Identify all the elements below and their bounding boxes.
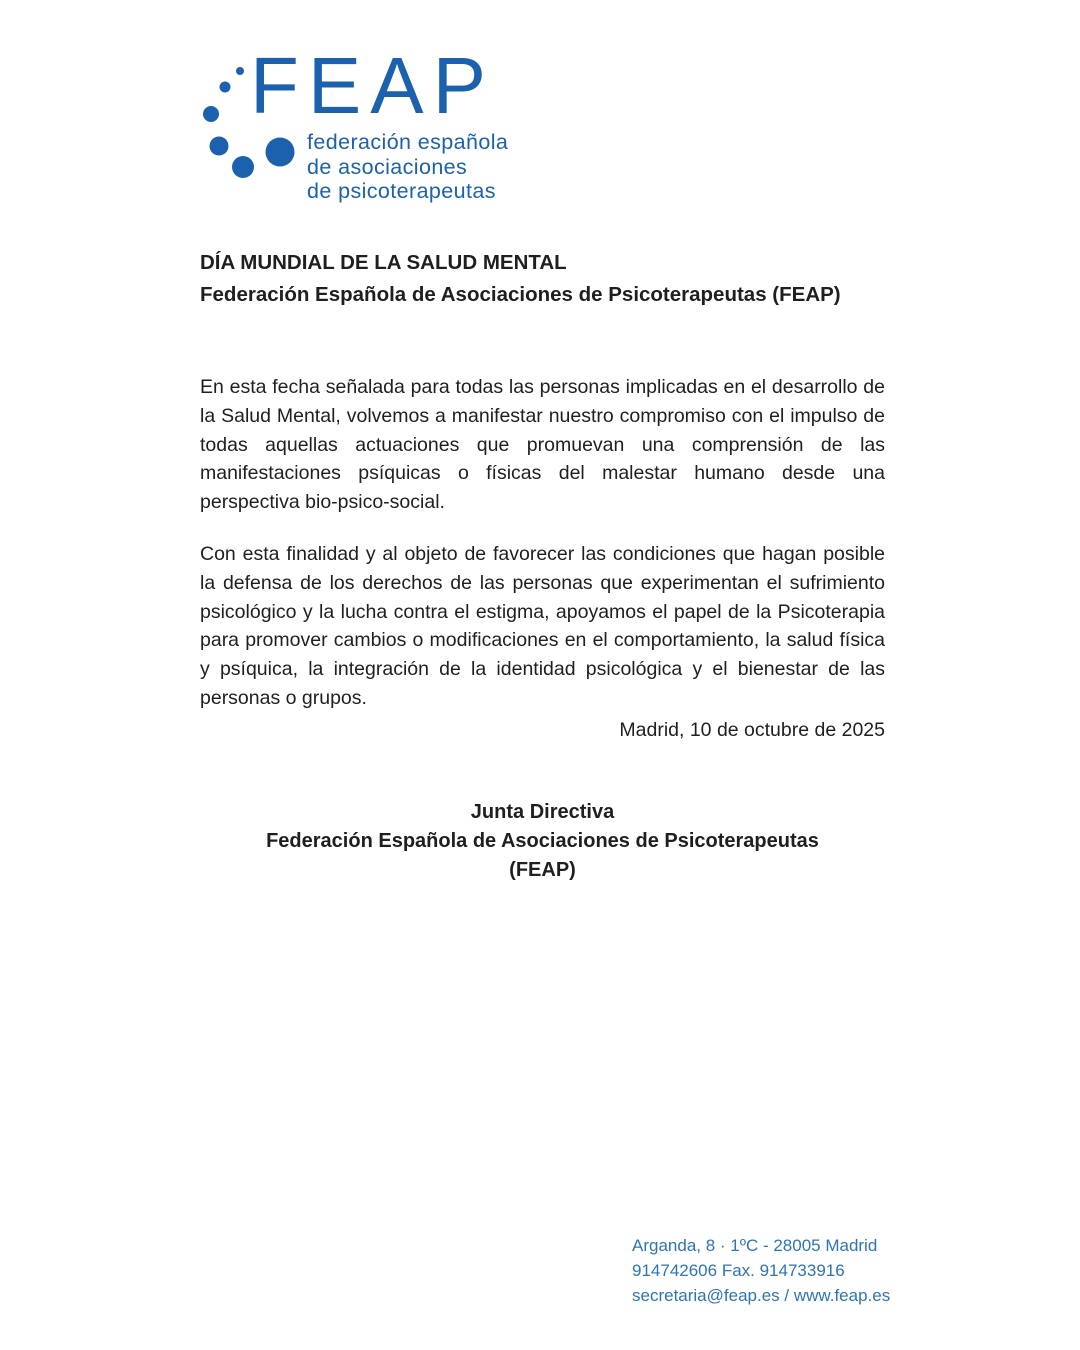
footer-phone-fax: 914742606 Fax. 914733916 bbox=[632, 1261, 845, 1280]
logo-tagline bbox=[307, 130, 508, 204]
footer-link-separator: / bbox=[779, 1286, 794, 1305]
letter-title: DÍA MUNDIAL DE LA SALUD MENTAL bbox=[200, 251, 567, 274]
signature-line-1: Junta Directiva bbox=[470, 800, 615, 823]
paragraph-2: Con esta finalidad y al objeto de favorecer las condiciones que hagan posible la defensa de los derechos de las personas que experimentan el sufrimiento psicológico y la lucha contra el estigma, apoyamos el papel de la Psicoterapia para promover cambios o modificaciones en el comportamiento, la salud física y psíquica, la integración de la identidad psicológica y el bienestar de las personas o grupos. bbox=[200, 542, 885, 709]
paragraph-1: En esta fecha señalada para todas las personas implicadas en el desarrollo de la Salud Mental, volvemos a manifestar nuestro compromiso con el impulso de todas aquellas actuaciones que promuevan una comprensión de las manifestaciones psíquicas o físicas del malestar humano desde una perspectiva bio-psico-social. bbox=[200, 376, 885, 514]
footer-email-link[interactable]: secretaria@feap.es bbox=[632, 1286, 780, 1305]
feap-logo bbox=[200, 41, 530, 205]
letter-heading bbox=[200, 247, 885, 311]
logo-wordmark: FEAP bbox=[250, 41, 495, 130]
footer-contact-block bbox=[632, 1233, 890, 1308]
signature-line-3: (FEAP) bbox=[509, 858, 576, 881]
signature-line-2: Federación Española de Asociaciones de Psicoterapeutas bbox=[266, 829, 819, 852]
footer-contact-line bbox=[632, 1283, 890, 1308]
dateline: Madrid, 10 de octubre de 2025 bbox=[619, 718, 885, 741]
signature-block bbox=[200, 798, 885, 885]
logo-tagline-line: de asociaciones bbox=[307, 154, 468, 179]
letter-subtitle: Federación Española de Asociaciones de Psicoterapeutas (FEAP) bbox=[200, 283, 841, 306]
logo-tagline-line: federación española bbox=[307, 130, 509, 154]
letter-content bbox=[200, 247, 885, 885]
logo-tagline-line: de psicoterapeutas bbox=[307, 179, 496, 203]
footer-address: Arganda, 8 · 1ºC - 28005 Madrid bbox=[632, 1236, 878, 1255]
footer-website-link[interactable]: www.feap.es bbox=[793, 1286, 891, 1305]
